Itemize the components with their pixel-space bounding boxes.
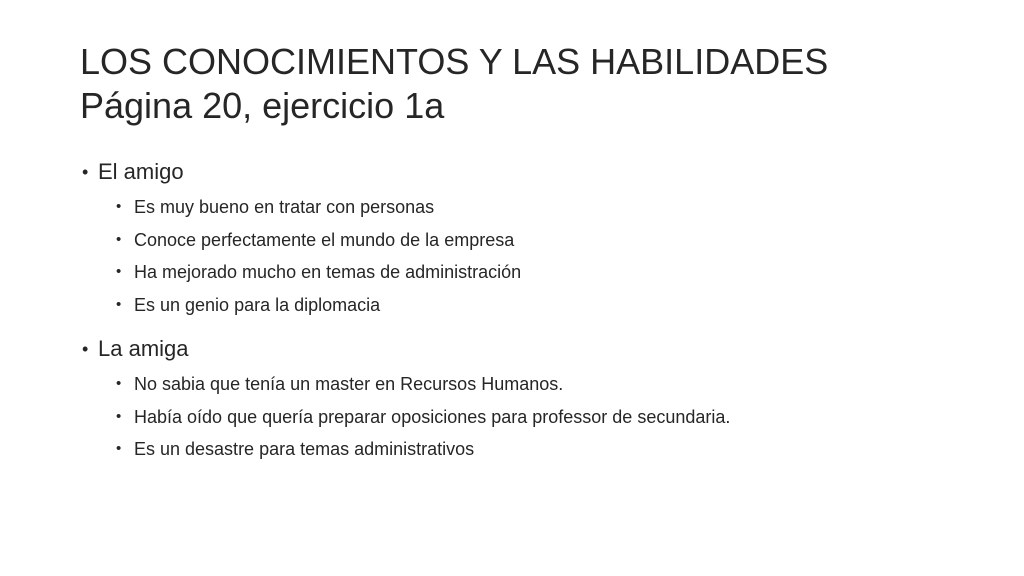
list-item-text: Ha mejorado mucho en temas de administración [134, 262, 522, 282]
bullet-icon: • [116, 263, 122, 280]
list-item [82, 256, 982, 289]
bullet-icon: • [116, 407, 122, 425]
list-item-text: Es un desastre para temas administrativos [134, 439, 475, 459]
sub-bullet-list [82, 368, 982, 466]
section-heading [82, 156, 982, 188]
list-item [82, 401, 982, 434]
list-item [82, 433, 982, 466]
sub-bullet-list [82, 191, 982, 321]
list-item-text: Es un genio para la diplomacia [134, 294, 381, 315]
list-item-text: Conoce perfectamente el mundo de la empresa [134, 229, 515, 250]
section-heading-label: El amigo [98, 159, 184, 184]
list-item-text: Es muy bueno en tratar con personas [134, 197, 435, 217]
title-line-2: Página 20, ejercicio 1a [80, 85, 445, 126]
list-item-text: No sabia que tenía un master en Recursos Humanos. [134, 374, 564, 394]
bullet-content [82, 156, 982, 478]
section-el-amigo [82, 156, 982, 321]
bullet-icon: • [82, 339, 89, 359]
list-item [82, 289, 982, 322]
bullet-icon: • [116, 375, 122, 392]
list-item [82, 191, 982, 224]
section-la-amiga [82, 333, 982, 466]
list-item-text: Había oído que quería preparar oposiciones para professor de secundaria. [134, 406, 731, 427]
section-heading-label: La amiga [98, 336, 189, 361]
bullet-icon: • [116, 440, 122, 457]
bullet-icon: • [116, 295, 122, 313]
bullet-icon: • [82, 162, 89, 182]
list-item [82, 368, 982, 401]
title-line-1: LOS CONOCIMIENTOS Y LAS HABILIDADES [80, 41, 829, 82]
bullet-icon: • [116, 198, 122, 215]
bullet-icon: • [116, 230, 122, 248]
section-heading [82, 333, 982, 365]
list-item [82, 224, 982, 257]
slide-title [80, 40, 980, 128]
